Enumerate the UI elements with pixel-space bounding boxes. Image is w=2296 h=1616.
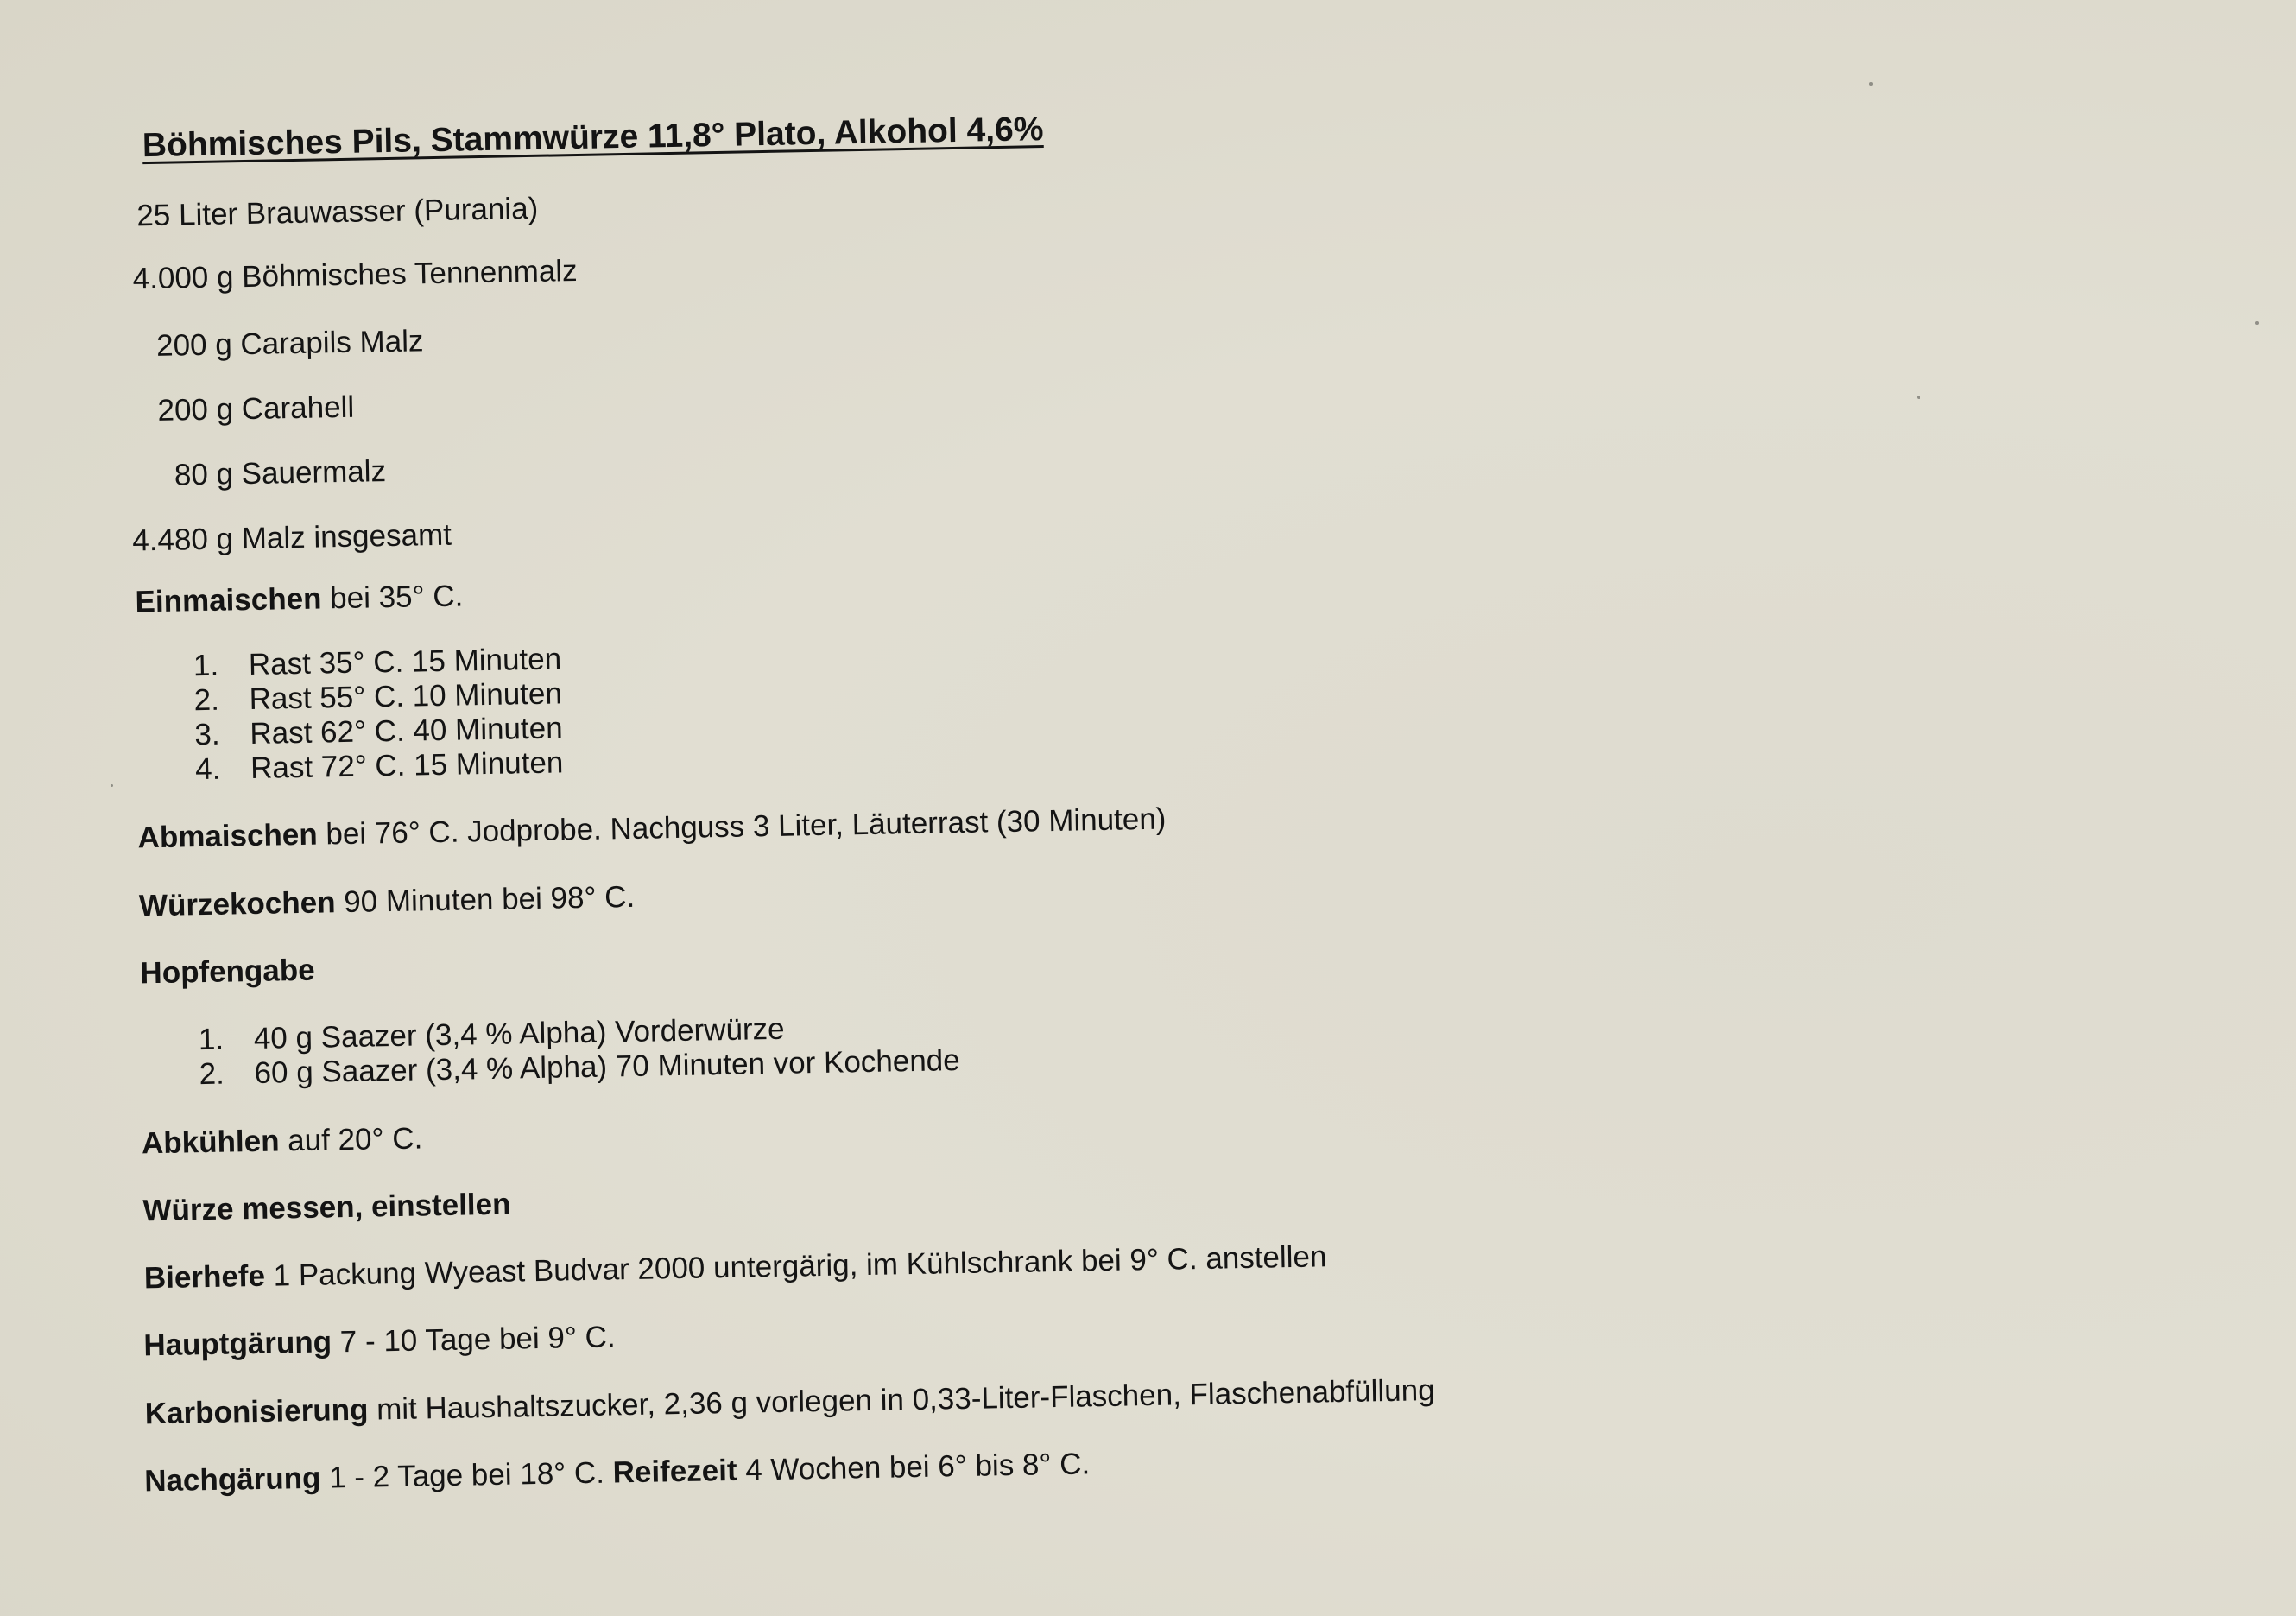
step-label: Hopfengabe: [140, 953, 316, 991]
step-karbonisierung: [144, 1375, 1434, 1429]
step-label: Würze messen, einstellen: [142, 1187, 511, 1228]
list-number: 1.: [198, 1022, 225, 1057]
recipe-title: Böhmisches Pils, Stammwürze 11,8° Plato, Alkohol 4,6%: [142, 111, 1044, 165]
step-text: 90 Minuten bei 98° C.: [335, 879, 636, 920]
step-label: Nachgärung: [143, 1461, 321, 1499]
list-number: 3.: [194, 717, 220, 752]
ingredient-line: 200 g Carapils Malz: [155, 324, 424, 363]
step-abmaischen: [137, 804, 1166, 853]
step-nachgaerung: [143, 1447, 1091, 1499]
step-text: bei 76° C. Jodprobe. Nachguss 3 Liter, Läuterrast (30 Minuten): [317, 802, 1167, 852]
paper-speck: [2255, 321, 2259, 325]
step-label: Hauptgärung: [142, 1325, 332, 1363]
paper-speck: [1917, 396, 1920, 399]
step-text: 7 - 10 Tage bei 9° C.: [331, 1320, 616, 1359]
rast-text: Rast 35° C. 15 Minuten: [248, 642, 562, 682]
rast-item: [194, 713, 563, 750]
rast-text: Rast 72° C. 15 Minuten: [250, 745, 564, 786]
step-text: 1 Packung Wyeast Budvar 2000 untergärig, im Kühlschrank bei 9° C. anstellen: [264, 1239, 1327, 1293]
step-einmaischen: [135, 580, 463, 617]
step-label: Karbonisierung: [144, 1392, 369, 1431]
ingredient-line: 25 Liter Brauwasser (Purania): [136, 191, 539, 233]
list-number: 1.: [193, 648, 219, 683]
ingredient-line: 200 g Carahell: [157, 390, 355, 428]
hop-text: 40 g Saazer (3,4 % Alpha) Vorderwürze: [253, 1011, 785, 1055]
step-hopfengabe: [140, 955, 315, 989]
rast-item: [193, 643, 562, 681]
step-label: Bierhefe: [143, 1258, 266, 1296]
list-number: 2.: [193, 682, 220, 718]
step-bierhefe: [143, 1239, 1327, 1296]
paper-speck: [1869, 82, 1873, 86]
step-wuerzekochen: [138, 879, 636, 923]
step-wuerze-messen: [142, 1189, 511, 1226]
step-label: Einmaischen: [135, 581, 322, 619]
step-label: Würzekochen: [138, 885, 336, 923]
step-text: 1 - 2 Tage bei 18° C.: [320, 1455, 613, 1495]
step-text-reifezeit: 4 Wochen bei 6° bis 8° C.: [737, 1447, 1091, 1487]
step-text: bei 35° C.: [321, 579, 464, 616]
list-number: 4.: [194, 751, 221, 787]
step-abkuehlen: [141, 1121, 423, 1161]
step-label: Abmaischen: [137, 817, 319, 855]
rast-item: [193, 676, 563, 718]
rast-text: Rast 55° C. 10 Minuten: [249, 676, 563, 717]
list-number: 2.: [199, 1056, 225, 1092]
recipe-document: [104, 75, 1658, 1499]
rast-text: Rast 62° C. 40 Minuten: [250, 711, 563, 751]
ingredient-line: 80 g Sauermalz: [174, 454, 387, 492]
ingredient-total: 4.480 g Malz insgesamt: [131, 517, 452, 558]
step-label: Abkühlen: [141, 1124, 280, 1161]
hop-text: 60 g Saazer (3,4 % Alpha) 70 Minuten vor Kochende: [254, 1043, 961, 1090]
step-text: auf 20° C.: [279, 1121, 423, 1158]
step-text: mit Haushaltszucker, 2,36 g vorlegen in 0,33-Liter-Flaschen, Flaschenabfüllung: [368, 1373, 1435, 1427]
rast-item: [194, 745, 564, 787]
paper-speck: [111, 784, 113, 787]
ingredient-line: 4.000 g Böhmisches Tennenmalz: [132, 253, 578, 296]
step-label-reifezeit: Reifezeit: [612, 1453, 737, 1490]
step-hauptgaerung: [142, 1320, 616, 1363]
